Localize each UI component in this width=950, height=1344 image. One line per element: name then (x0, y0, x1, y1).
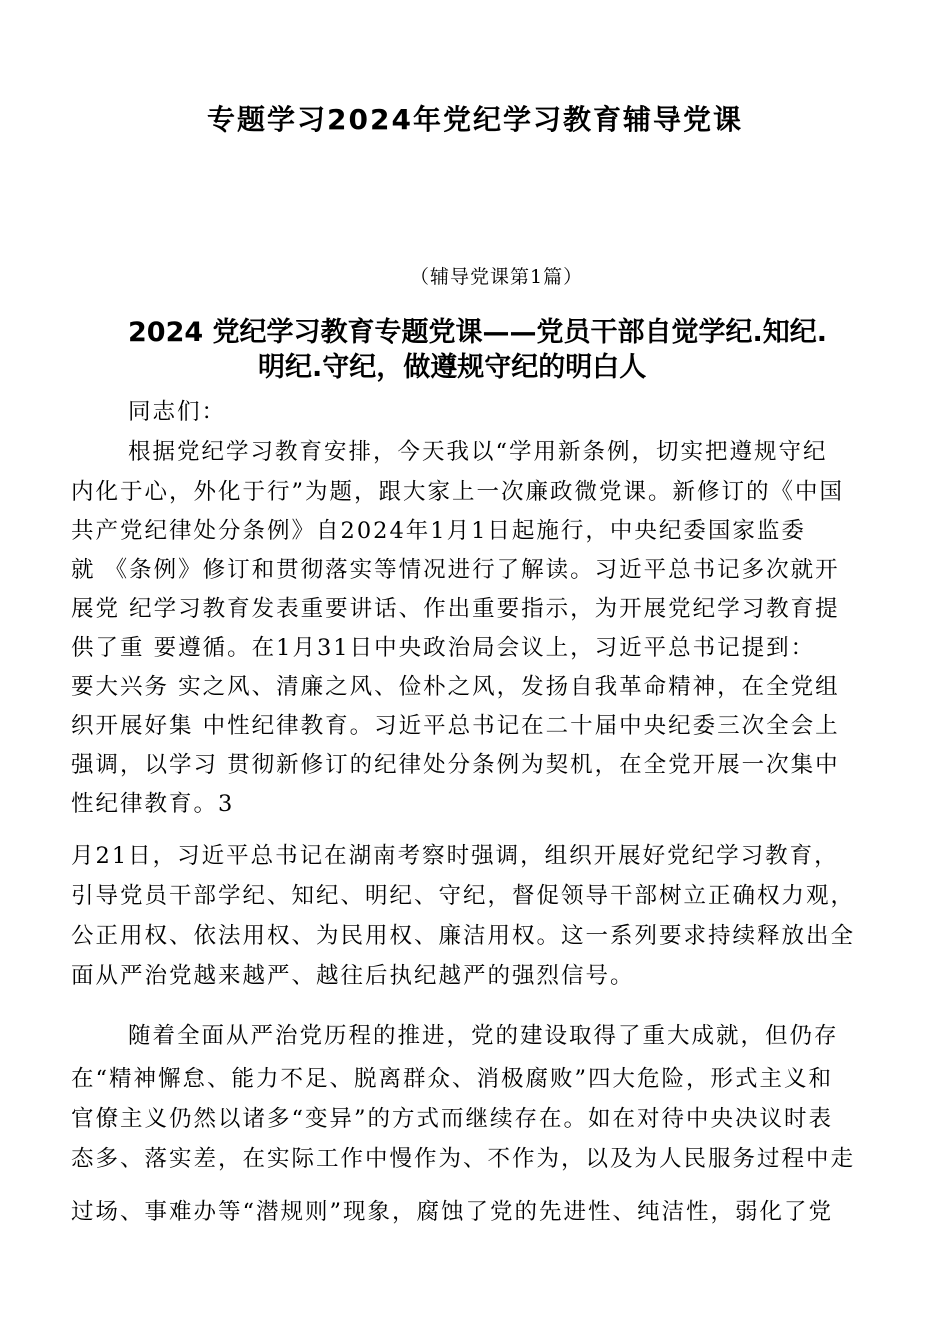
body-line: 过场、事难办等“潜规则”现象，腐蚀了党的先进性、纯洁性，弱化了党 (71, 1199, 834, 1225)
body-line: 公正用权、依法用权、为民用权、廉洁用权。这一系列要求持续释放出全 (71, 923, 856, 949)
body-line: 引导党员干部学纪、知纪、明纪、守纪，督促领导干部树立正确权力观， (71, 883, 856, 909)
body-line: 性纪律教育。3 (71, 791, 235, 817)
body-line: 月21日，习近平总书记在湖南考察时强调，组织开展好党纪学习教育， (71, 843, 839, 869)
body-line: 强调，以学习 贯彻新修订的纪律处分条例为契机，在全党开展一次集中 (71, 752, 840, 778)
body-line: 展党 纪学习教育发表重要讲话、作出重要指示，为开展党纪学习教育提 (71, 596, 840, 622)
body-line: 随着全面从严治党历程的推进，党的建设取得了重大成就，但仍存 (128, 1023, 839, 1049)
body-line: 共产党纪律处分条例》自2024年1月1日起施行，中央纪委国家监委 (71, 518, 806, 544)
body-line: 在“精神懈怠、能力不足、脱离群众、消极腐败”四大危险，形式主义和 (71, 1066, 834, 1092)
body-line: 织开展好集 中性纪律教育。习近平总书记在二十届中央纪委三次全会上 (71, 713, 840, 739)
body-line: 根据党纪学习教育安排，今天我以“学用新条例，切实把遵规守纪 (128, 439, 828, 465)
body-line: 内化于心，外化于行”为题，跟大家上一次廉政微党课。新修订的《中国 (71, 479, 845, 505)
salutation: 同志们： (128, 399, 227, 425)
body-line: 面从严治党越来越严、越往后执纪越严的强烈信号。 (71, 963, 635, 989)
document-title: 专题学习2024年党纪学习教育辅导党课 (207, 103, 743, 136)
lecture-number-label: （辅导党课第1篇） (410, 266, 584, 288)
body-line: 就 《条例》修订和贯彻落实等情况进行了解读。习近平总书记多次就开 (71, 557, 840, 583)
body-line: 供了重 要遵循。在1月31日中央政治局会议上，习近平总书记提到： (71, 635, 816, 661)
lecture-heading-line-2: 明纪.守纪，做遵规守纪的明白人 (258, 352, 647, 383)
lecture-heading-line-1: 2024 党纪学习教育专题党课——党员干部自觉学纪.知纪. (128, 317, 828, 348)
body-line: 要大兴务 实之风、清廉之风、俭朴之风，发扬自我革命精神，在全党组 (71, 674, 840, 700)
body-line: 态多、落实差，在实际工作中慢作为、不作为，以及为人民服务过程中走 (71, 1146, 856, 1172)
body-line: 官僚主义仍然以诸多“变异”的方式而继续存在。如在对待中央决议时表 (71, 1106, 834, 1132)
